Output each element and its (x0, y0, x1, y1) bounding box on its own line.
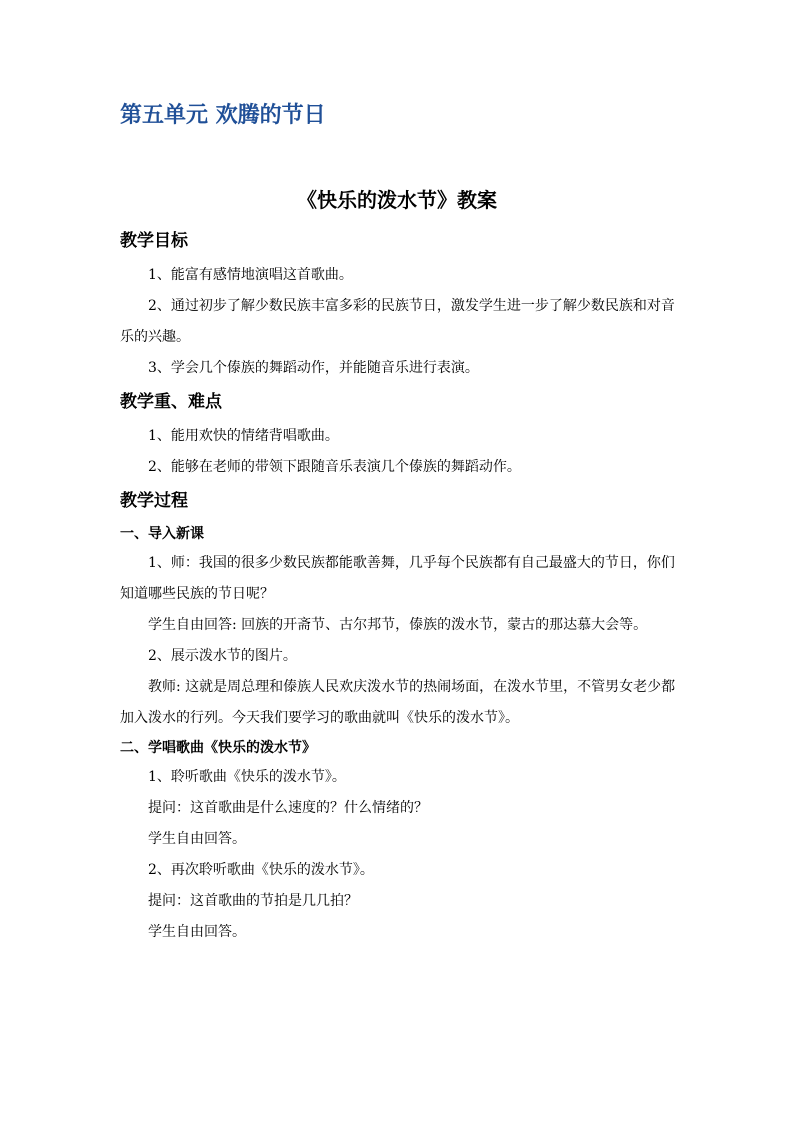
subsection-heading-intro: 一、导入新课 (120, 526, 204, 542)
process-item: 学生自由回答: 回族的开斋节、古尔邦节，傣族的泼水节，蒙古的那达慕大会等。 (148, 617, 648, 633)
process-item: 1、聆听歌曲《快乐的泼水节》。 (148, 769, 346, 785)
section-heading-keypoints: 教学重、难点 (120, 392, 222, 412)
keypoint-item: 2、能够在老师的带领下跟随音乐表演几个傣族的舞蹈动作。 (148, 459, 521, 475)
process-item: 提问：这首歌曲的节拍是几几拍？ (148, 893, 358, 909)
keypoint-item: 1、能用欢快的情绪背唱歌曲。 (148, 428, 339, 444)
goal-item: 1、能富有感情地演唱这首歌曲。 (148, 267, 353, 283)
section-heading-process: 教学过程 (120, 491, 188, 511)
lesson-plan-title: 《快乐的泼水节》教案 (297, 188, 497, 212)
document-body (120, 226, 676, 948)
unit-title: 第五单元 欢腾的节日 (120, 103, 326, 128)
process-item: 学生自由回答。 (148, 831, 246, 847)
goal-item: 2、通过初步了解少数民族丰富多彩的民族节日，激发学生进一步了解少数民族和对音乐的兴趣。 (120, 298, 675, 345)
subsection-heading-learn-song: 二、学唱歌曲《快乐的泼水节》 (120, 740, 316, 756)
section-heading-goals: 教学目标 (120, 231, 188, 251)
process-item: 1、师：我国的很多少数民族都能歌善舞，几乎每个民族都有自己最盛大的节日，你们知道哪些民族的节日呢？ (120, 555, 675, 602)
process-item: 学生自由回答。 (148, 924, 246, 940)
process-item: 教师: 这就是周总理和傣族人民欢庆泼水节的热闹场面，在泼水节里，不管男女老少都加入泼水的行列。今天我们要学习的歌曲就叫《快乐的泼水节》。 (120, 679, 676, 726)
process-item: 2、再次聆听歌曲《快乐的泼水节》。 (148, 862, 374, 878)
process-item: 2、展示泼水节的图片。 (148, 648, 297, 664)
goal-item: 3、学会几个傣族的舞蹈动作，并能随音乐进行表演。 (148, 360, 479, 376)
process-item: 提问：这首歌曲是什么速度的？什么情绪的？ (148, 800, 428, 816)
